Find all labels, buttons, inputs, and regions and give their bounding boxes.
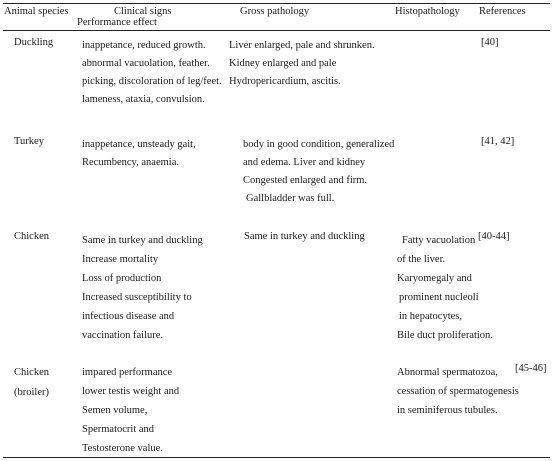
histo-line: cessation of spermatogenesis bbox=[397, 386, 519, 397]
histo-line: of the liver. bbox=[397, 254, 446, 265]
table-row-gross bbox=[244, 231, 365, 244]
gross-line: and edema. Liver and kidney bbox=[243, 157, 366, 168]
clinical-line: Increased susceptibility to bbox=[82, 292, 192, 303]
reference-text: [45-46] bbox=[515, 363, 547, 374]
table-row-refs bbox=[478, 231, 510, 244]
histo-line: in seminiferous tubules. bbox=[397, 405, 498, 416]
gross-line: Hydropericardium, ascitis. bbox=[229, 76, 341, 87]
clinical-line: inappetance, unsteady gait, bbox=[82, 139, 196, 150]
species-name: Turkey bbox=[14, 136, 44, 147]
histo-line: Bile duct proliferation. bbox=[397, 330, 493, 341]
clinical-line: picking, discoloration of leg/feet. bbox=[82, 76, 222, 87]
clinical-line: Increase mortality bbox=[82, 254, 159, 265]
clinical-line: lameness, ataxia, convulsion. bbox=[82, 94, 205, 105]
table-row-gross bbox=[243, 136, 394, 208]
table-row-species bbox=[14, 363, 49, 402]
clinical-line: Recumbency, anaemia. bbox=[82, 157, 179, 168]
histo-line: Karyomegaly and bbox=[397, 273, 472, 284]
reference-text: [41, 42] bbox=[481, 136, 515, 147]
gross-line: Same in turkey and duckling bbox=[244, 231, 365, 242]
clinical-line: Spermatocrit and bbox=[82, 424, 155, 435]
clinical-line: abnormal vacuolation, feather. bbox=[82, 58, 210, 69]
table-row-gross bbox=[229, 37, 375, 91]
table-row-species bbox=[14, 37, 53, 50]
table-bottom-rule bbox=[3, 457, 550, 458]
header-references: References bbox=[479, 6, 526, 17]
gross-line: body in good condition, generalized bbox=[243, 139, 395, 150]
clinical-line: inappetance, reduced growth. bbox=[82, 40, 206, 51]
gross-line: Gallbladder was full. bbox=[246, 193, 335, 204]
table-row-species bbox=[14, 231, 49, 244]
histo-line: Abnormal spermatozoa, bbox=[397, 367, 498, 378]
histo-line: in hepatocytes, bbox=[399, 311, 462, 322]
table-row-clinical bbox=[82, 136, 196, 172]
gross-line: Liver enlarged, pale and shrunken. bbox=[229, 40, 375, 51]
table-row-refs bbox=[515, 363, 547, 376]
clinical-line: infectious disease and bbox=[82, 311, 175, 322]
histo-line: Fatty vacuolation bbox=[402, 235, 476, 246]
histo-line: prominent nucleoli bbox=[399, 292, 479, 303]
clinical-line: lower testis weight and bbox=[82, 386, 180, 397]
table-top-rule bbox=[3, 3, 550, 4]
species-name: Chicken bbox=[14, 367, 49, 378]
table-row-histo bbox=[397, 231, 493, 345]
clinical-line: impared performance bbox=[82, 367, 173, 378]
reference-text: [40-44] bbox=[478, 231, 510, 242]
table-row-histo bbox=[397, 363, 519, 420]
clinical-line: Same in turkey and duckling bbox=[82, 235, 203, 246]
header-clinical-signs: Clinical signs bbox=[114, 6, 172, 17]
table-row-clinical bbox=[82, 363, 179, 458]
species-qualifier: (broiler) bbox=[14, 386, 49, 398]
gross-line: Congested enlarged and firm. bbox=[243, 175, 368, 186]
header-gross-pathology: Gross pathology bbox=[240, 6, 310, 17]
table-row-clinical bbox=[82, 231, 203, 345]
table-row-refs bbox=[481, 136, 514, 149]
header-rule bbox=[3, 30, 550, 31]
table-row-species bbox=[14, 136, 44, 149]
clinical-line: vaccination failure. bbox=[82, 330, 164, 341]
header-performance-effect: Performance effect bbox=[77, 17, 157, 28]
header-histopathology: Histopathology bbox=[395, 6, 460, 17]
clinical-line: Loss of production bbox=[82, 273, 162, 284]
clinical-line: Semen volume, bbox=[82, 405, 148, 416]
table-row-clinical bbox=[82, 37, 222, 109]
species-name: Duckling bbox=[14, 37, 54, 48]
table-row-refs bbox=[481, 37, 499, 50]
gross-line: Kidney enlarged and pale bbox=[229, 58, 337, 69]
clinical-line: Testosterone value. bbox=[82, 443, 163, 454]
species-name: Chicken bbox=[14, 231, 49, 242]
header-animal-species: Animal species bbox=[4, 6, 69, 17]
reference-text: [40] bbox=[481, 37, 499, 48]
